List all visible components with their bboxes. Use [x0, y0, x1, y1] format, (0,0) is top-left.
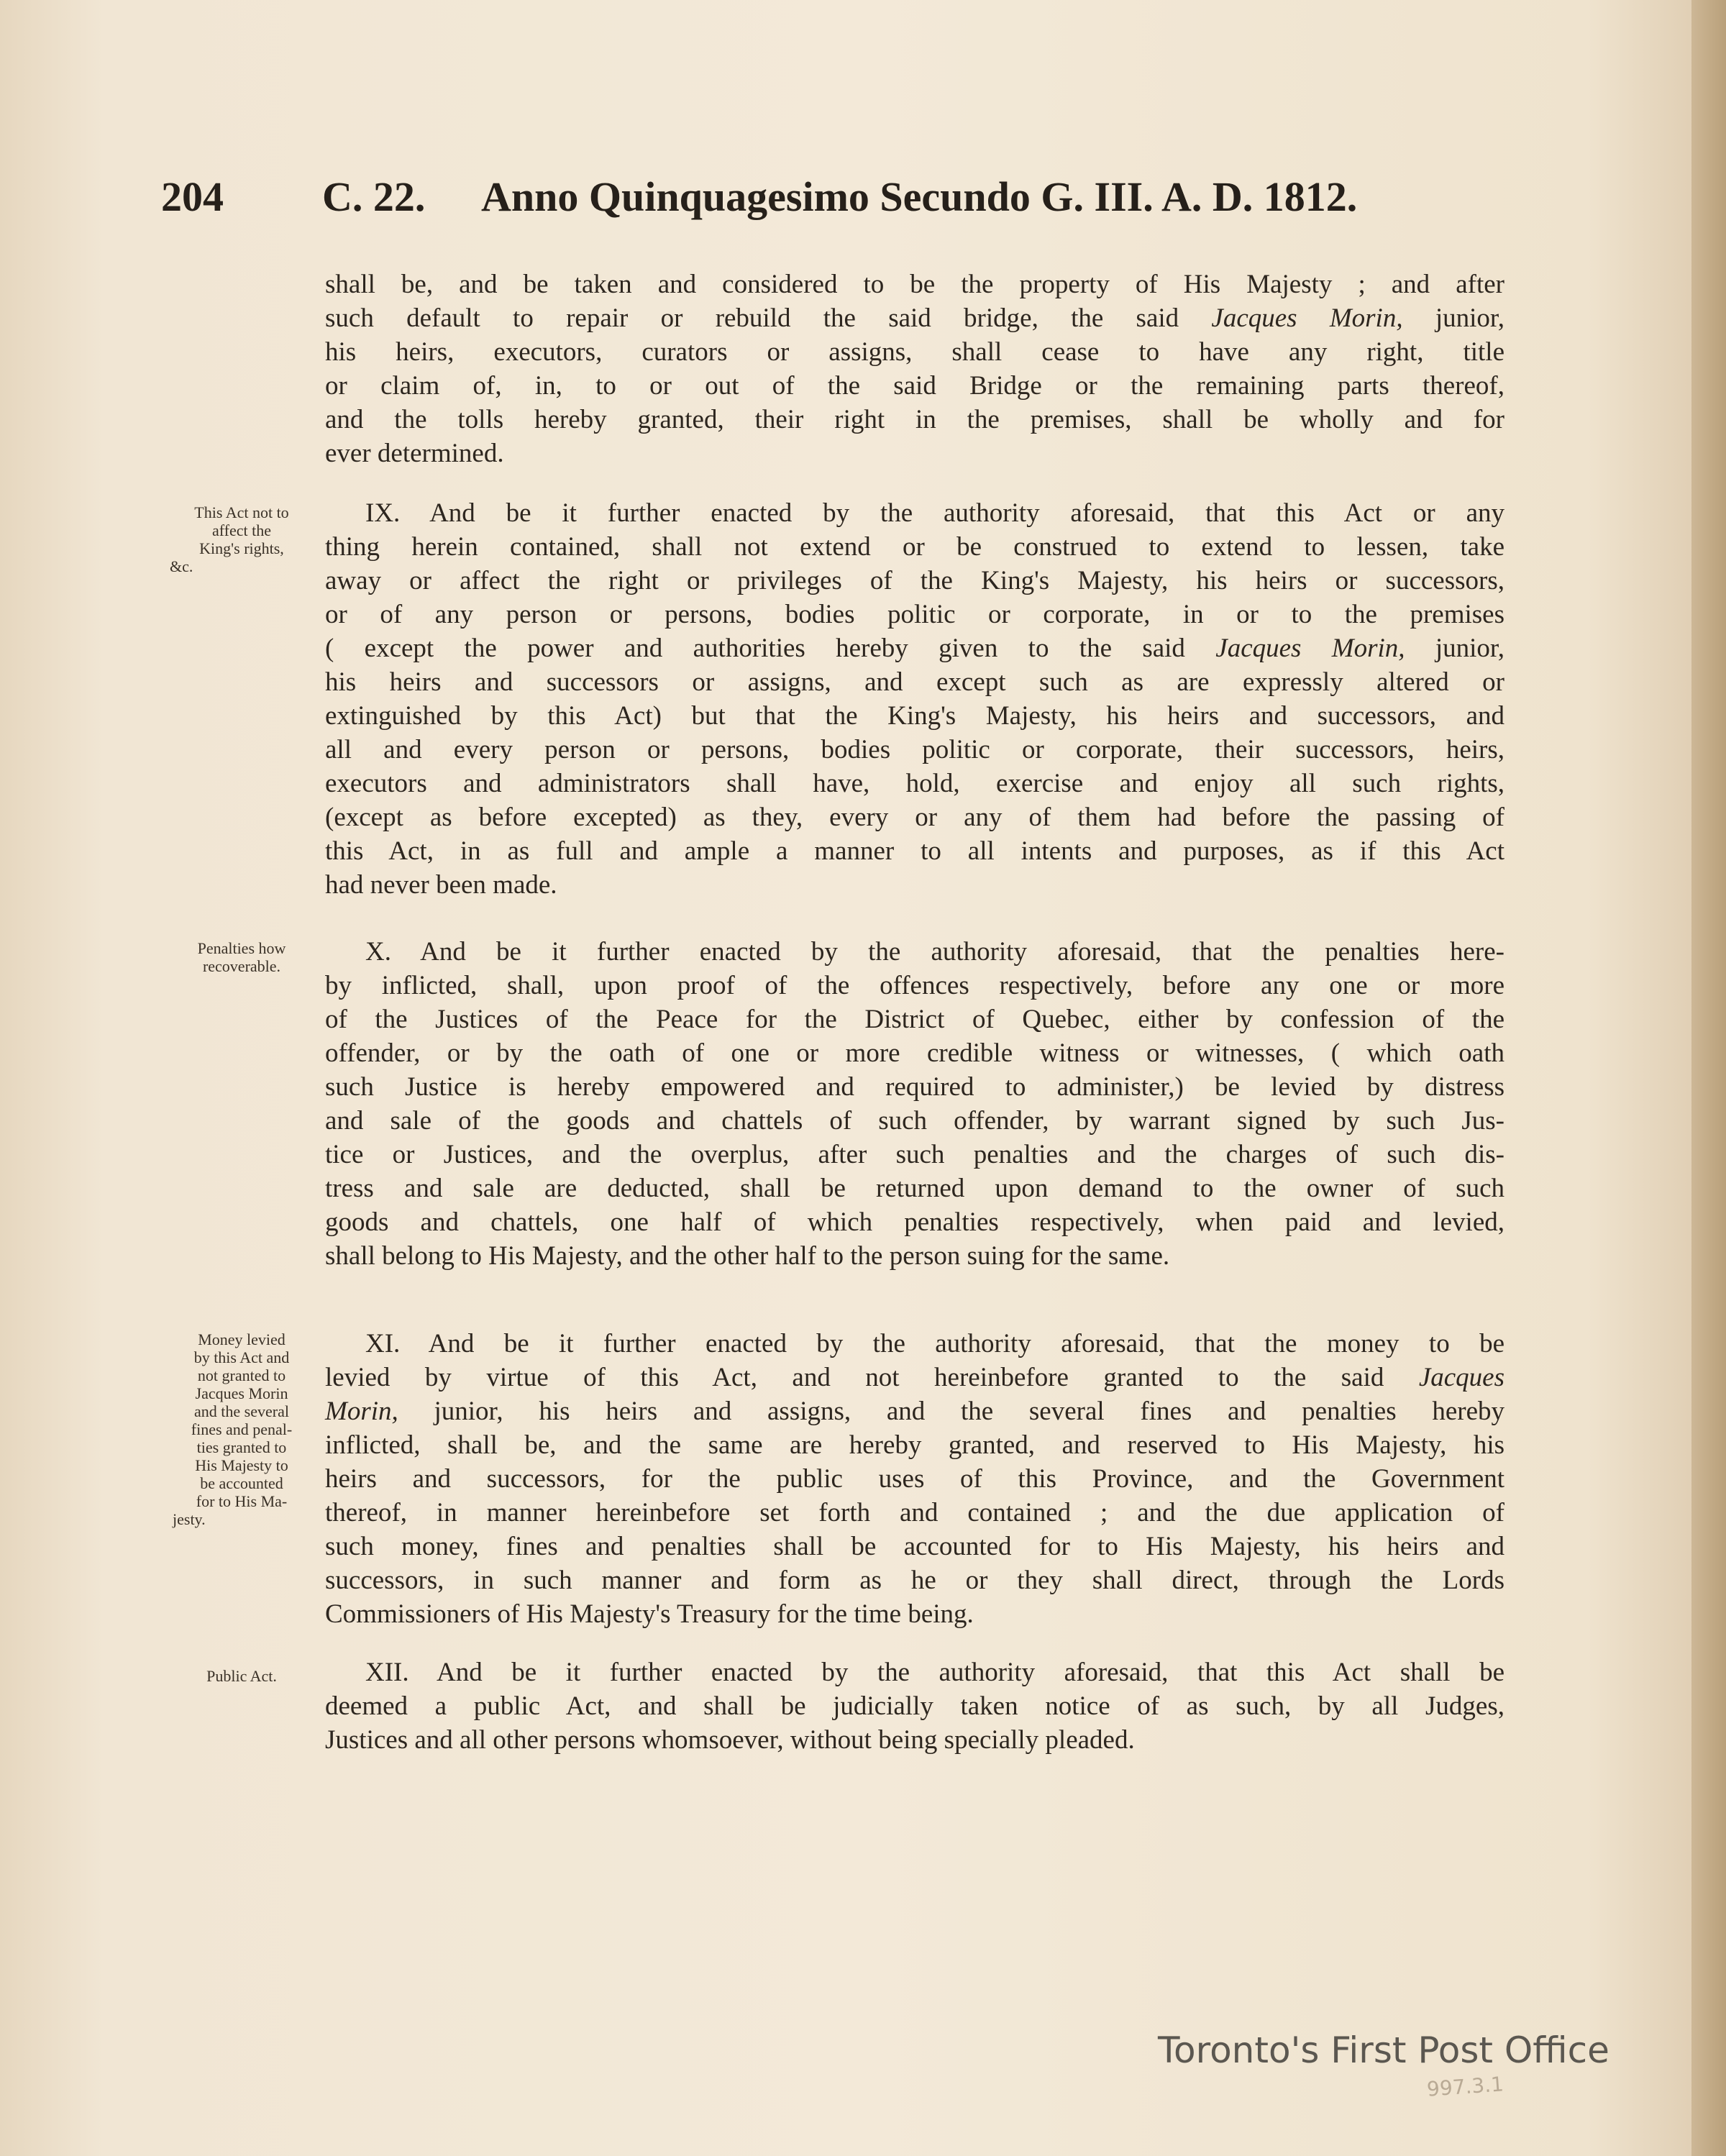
text-line: inflicted, shall be, and the same are hereby granted, and reserved to His Majesty, his [325, 1430, 1504, 1460]
page-edge [1691, 0, 1726, 2156]
margin-note-x: Penalties how recoverable. [197, 939, 286, 975]
text-line: successors, in such manner and form as he or they shall direct, through the Lords [325, 1566, 1504, 1595]
text-line: by inflicted, shall, upon proof of the offences respectively, before any one or more [325, 971, 1504, 1000]
text-line: IX. And be it further enacted by the authority aforesaid, that this Act or any [365, 498, 1504, 528]
text-line: X. And be it further enacted by the authority aforesaid, that the penalties here- [365, 937, 1504, 967]
italic-name: Jacques [1418, 1363, 1504, 1392]
text-line: had never been made. [325, 870, 557, 900]
text-line: shall be, and be taken and considered to be the property of His Majesty ; and after [325, 270, 1504, 299]
text-line: tice or Justices, and the overplus, after such penalties and the charges of such dis- [325, 1140, 1504, 1169]
text-line: ( except the power and authorities hereby given to the said Jacques Morin, junior, [325, 634, 1504, 663]
text-line: such default to repair or rebuild the said bridge, the said Jacques Morin, junior, [325, 303, 1504, 333]
text-line: thing herein contained, shall not extend or be construed to extend to lessen, take [325, 532, 1504, 562]
text-line: offender, or by the oath of one or more credible witness or witnesses, ( which oath [325, 1038, 1504, 1068]
text-line: his heirs and successors or assigns, and except such as are expressly altered or [325, 667, 1504, 697]
watermark: Toronto's First Post Office [1158, 2029, 1609, 2071]
margin-note-xi: Money levied by this Act and not granted to Jacques Morin and the several fines and penal- ties granted to His Majesty to be accounted for to His Ma- jesty. [173, 1330, 293, 1528]
section-ix [325, 496, 1504, 902]
text-line: or of any person or persons, bodies politic or corporate, in or to the premises [325, 600, 1504, 629]
text-line: deemed a public Act, and shall be judicially taken notice of as such, by all Judges, [325, 1691, 1504, 1721]
text-line: his heirs, executors, curators or assigns, shall cease to have any right, title [325, 337, 1504, 367]
section-x [325, 935, 1504, 1273]
continuation-paragraph [325, 268, 1504, 470]
text-line: this Act, in as full and ample a manner to all intents and purposes, as if this Act [325, 836, 1504, 866]
text-line: XI. And be it further enacted by the authority aforesaid, that the money to be [365, 1329, 1504, 1358]
text-line: away or affect the right or privileges of the King's Majesty, his heirs or successors, [325, 566, 1504, 595]
page-number: 204 [161, 173, 224, 220]
italic-name: Jacques Morin, [1211, 303, 1403, 333]
page-header [161, 173, 1502, 230]
chapter-number: C. 22. [322, 173, 426, 220]
text-line: extinguished by this Act) but that the King's Majesty, his heirs and successors, and [325, 701, 1504, 731]
text-line: Morin, junior, his heirs and assigns, and the several fines and penalties hereby [325, 1397, 1504, 1426]
text-line: (except as before excepted) as they, every or any of them had before the passing of [325, 803, 1504, 832]
text-line: all and every person or persons, bodies politic or corporate, their successors, heirs, [325, 735, 1504, 764]
text-line: such Justice is hereby empowered and required to administer,) be levied by distress [325, 1072, 1504, 1102]
section-xi [325, 1327, 1504, 1631]
text-line: thereof, in manner hereinbefore set forth and contained ; and the due application of [325, 1498, 1504, 1527]
pencil-mark: 997.3.1 [1425, 2072, 1504, 2101]
text-line: ever determined. [325, 439, 504, 468]
text-line: heirs and successors, for the public uses of this Province, and the Government [325, 1464, 1504, 1494]
italic-name: Jacques Morin, [1215, 634, 1405, 663]
text-line: levied by virtue of this Act, and not hereinbefore granted to the said Jacques [325, 1363, 1504, 1392]
text-line: and the tolls hereby granted, their right in the premises, shall be wholly and for [325, 405, 1504, 434]
text-line: of the Justices of the Peace for the District of Quebec, either by confession of the [325, 1005, 1504, 1034]
section-xii [325, 1655, 1504, 1757]
text-line: or claim of, in, to or out of the said Bridge or the remaining parts thereof, [325, 371, 1504, 401]
margin-note-ix: This Act not to affect the King's rights, &c. [170, 503, 289, 575]
text-line: Commissioners of His Majesty's Treasury for the time being. [325, 1599, 974, 1629]
text-line: executors and administrators shall have, hold, exercise and enjoy all such rights, [325, 769, 1504, 798]
margin-note-xii: Public Act. [206, 1667, 277, 1685]
italic-name: Morin, [325, 1397, 398, 1426]
text-line: XII. And be it further enacted by the authority aforesaid, that this Act shall be [365, 1658, 1504, 1687]
text-line: shall belong to His Majesty, and the other half to the person suing for the same. [325, 1241, 1170, 1271]
page-title: Anno Quinquagesimo Secundo G. III. A. D. 1812. [481, 173, 1358, 220]
text-line: goods and chattels, one half of which penalties respectively, when paid and levied, [325, 1207, 1504, 1237]
text-line: tress and sale are deducted, shall be returned upon demand to the owner of such [325, 1174, 1504, 1203]
text-line: such money, fines and penalties shall be accounted for to His Majesty, his heirs and [325, 1532, 1504, 1561]
text-line: and sale of the goods and chattels of such offender, by warrant signed by such Jus- [325, 1106, 1504, 1136]
text-line: Justices and all other persons whomsoever, without being specially pleaded. [325, 1725, 1135, 1755]
